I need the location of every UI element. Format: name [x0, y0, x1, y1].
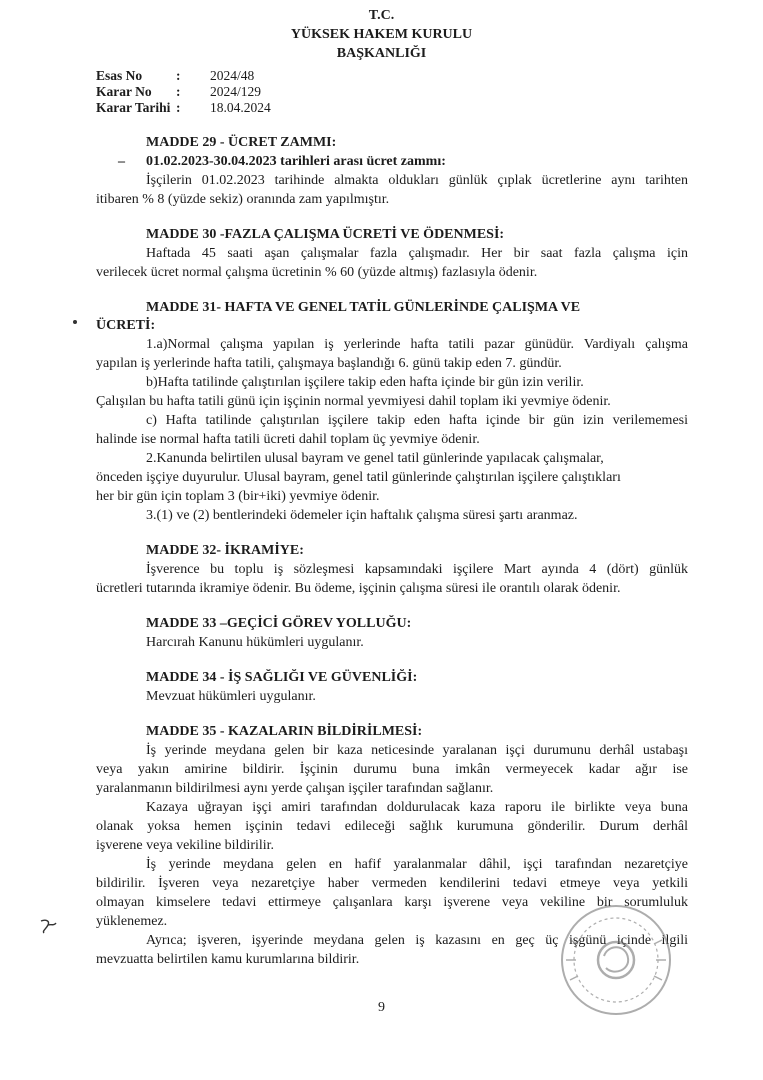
- meta-label: Karar No: [96, 84, 152, 99]
- madde-35-line-12: mevzuatta belirtilen kamu kurumlarına bildirir.: [96, 952, 360, 967]
- madde-32-line-2: ücretleri tutarında ikramiye ödenir. Bu ödeme, işçinin çalışma süresi ile orantılı olarak ödenir.: [96, 581, 621, 596]
- madde-33-line-1: Harcırah Kanunu hükümleri uygulanır.: [146, 635, 364, 650]
- madde-31-line-7: 2.Kanunda belirtilen ulusal bayram ve genel tatil günlerinde yapılacak çalışmalar,: [146, 451, 604, 466]
- madde-30-line-2: verilecek ücret normal çalışma ücretinin % 60 (yüzde altmış) fazlasıyla ödenir.: [96, 265, 538, 280]
- margin-dot: [73, 320, 77, 324]
- madde-35-line-1: İş yerinde meydana gelen bir kaza neticesinde yaralanan işçi durumunu derhâl ustabaşı: [146, 743, 688, 758]
- madde-31-line-5: c) Hafta tatilinde çalıştırılan işçilere takip eden hafta içinde bir gün izin verilememesi: [146, 413, 688, 428]
- header-line-institution: YÜKSEK HAKEM KURULU: [290, 27, 473, 42]
- madde-31-line-3: b)Hafta tatilinde çalıştırılan işçilere takip eden hafta içinde bir gün izin verilir.: [146, 375, 584, 390]
- madde-31-line-10: 3.(1) ve (2) bentlerindeki ödemeler için haftalık çalışma süresi şartı aranmaz.: [146, 508, 578, 523]
- madde-29-title: MADDE 29 - ÜCRET ZAMMI:: [146, 135, 337, 150]
- madde-35-line-2: veya yakın amirine bildirir. İşçinin durumu buna imkân vermeyecek kadar ağır ise: [96, 762, 688, 777]
- madde-34-line-1: Mevzuat hükümleri uygulanır.: [146, 689, 316, 704]
- madde-31-title-1: MADDE 31- HAFTA VE GENEL TATİL GÜNLERİNDE ÇALIŞMA VE: [146, 300, 581, 315]
- meta-label: Esas No: [96, 68, 143, 83]
- madde-35-line-9: olmayan kimselere tedavi ettirmeye çalışanlara karşı işverene veya vekiline bir sorumluluk: [96, 895, 688, 910]
- page-number: 9: [378, 1000, 385, 1015]
- madde-30-line-1: Haftada 45 saati aşan çalışmalar fazla çalışmadır. Her bir saat fazla çalışma için: [146, 246, 688, 261]
- header-line-presidency: BAŞKANLIĞI: [336, 46, 427, 61]
- official-seal-icon: [556, 900, 676, 1020]
- madde-35-line-7: İş yerinde meydana gelen en hafif yaralanmalar dâhil, işçi tarafından nezaretçiye: [146, 857, 688, 872]
- madde-32-title: MADDE 32- İKRAMİYE:: [146, 543, 304, 558]
- madde-29-subtitle: 01.02.2023-30.04.2023 tarihleri arası ücret zammı:: [146, 154, 446, 169]
- madde-35-line-3: yaralanmanın bildirilmesi aynı yerde çalışan işçiler tarafından sağlanır.: [96, 781, 494, 796]
- madde-35-line-4: Kazaya uğrayan işçi amiri tarafından doldurulacak kaza raporu ile birlikte veya buna: [146, 800, 688, 815]
- madde-31-line-6: halinde ise normal hafta tatili ücreti dahil toplam üç yevmiye ödenir.: [96, 432, 480, 447]
- madde-33-title: MADDE 33 –GEÇİCİ GÖREV YOLLUĞU:: [146, 616, 412, 631]
- handwritten-initial-icon: [38, 915, 60, 937]
- madde-31-line-9: her bir gün için toplam 3 (bir+iki) yevmiye ödenir.: [96, 489, 380, 504]
- meta-value: 18.04.2024: [210, 100, 271, 115]
- meta-value: 2024/129: [210, 84, 262, 99]
- header-line-tc: T.C.: [368, 8, 395, 23]
- madde-31-title-2: ÜCRETİ:: [96, 318, 156, 333]
- madde-35-line-11: Ayrıca; işveren, işyerinde meydana gelen iş kazasını en geç üç işgünü içinde ilgili: [146, 933, 688, 948]
- madde-29-line-1: İşçilerin 01.02.2023 tarihinde almakta oldukları günlük çıplak ücretlerine aynı tarihten: [146, 173, 688, 188]
- madde-29-dash: –: [118, 154, 125, 169]
- madde-35-title: MADDE 35 - KAZALARIN BİLDİRİLMESİ:: [146, 724, 423, 739]
- madde-30-title: MADDE 30 -FAZLA ÇALIŞMA ÜCRETİ VE ÖDENMESİ:: [146, 227, 505, 242]
- madde-35-line-8: bildirilir. İşveren veya nezaretçiye haber vermeden kendilerini tedavi etmeye veya yetkili: [96, 876, 688, 891]
- madde-32-line-1: İşverence bu toplu iş sözleşmesi kapsamındaki işçilere Mart ayında 4 (dört) günlük: [146, 562, 688, 577]
- madde-34-title: MADDE 34 - İŞ SAĞLIĞI VE GÜVENLİĞİ:: [146, 670, 418, 685]
- meta-separator: :: [176, 84, 181, 99]
- meta-label: Karar Tarihi: [96, 100, 171, 115]
- meta-separator: :: [176, 68, 181, 83]
- madde-29-line-2: itibaren % 8 (yüzde sekiz) oranında zam yapılmıştır.: [96, 192, 390, 207]
- madde-35-line-5: olanak yoksa hemen işçinin tedavi edileceği sağlık kurumuna gönderilir. Durum derhâl: [96, 819, 688, 834]
- madde-35-line-6: işverene veya vekiline bildirilir.: [96, 838, 275, 853]
- madde-31-line-4: Çalışılan bu hafta tatili günü için işçinin normal yevmiyesi dahil toplam iki yevmiye ödenir.: [96, 394, 611, 409]
- madde-35-line-10: yüklenemez.: [96, 914, 168, 929]
- madde-31-line-2: yapılan iş yerlerinde hafta tatili, çalışmaya başlandığı 6. günü takip eden 7. gündür.: [96, 356, 562, 371]
- meta-separator: :: [176, 100, 181, 115]
- madde-31-line-8: önceden işçiye duyurulur. Ulusal bayram, genel tatil günlerinde çalıştırılan işçilere çalıştıkları: [96, 470, 621, 485]
- madde-31-line-1: 1.a)Normal çalışma yapılan iş yerlerinde hafta tatili pazar günüdür. Vardiyalı çalışma: [146, 337, 688, 352]
- meta-value: 2024/48: [210, 68, 255, 83]
